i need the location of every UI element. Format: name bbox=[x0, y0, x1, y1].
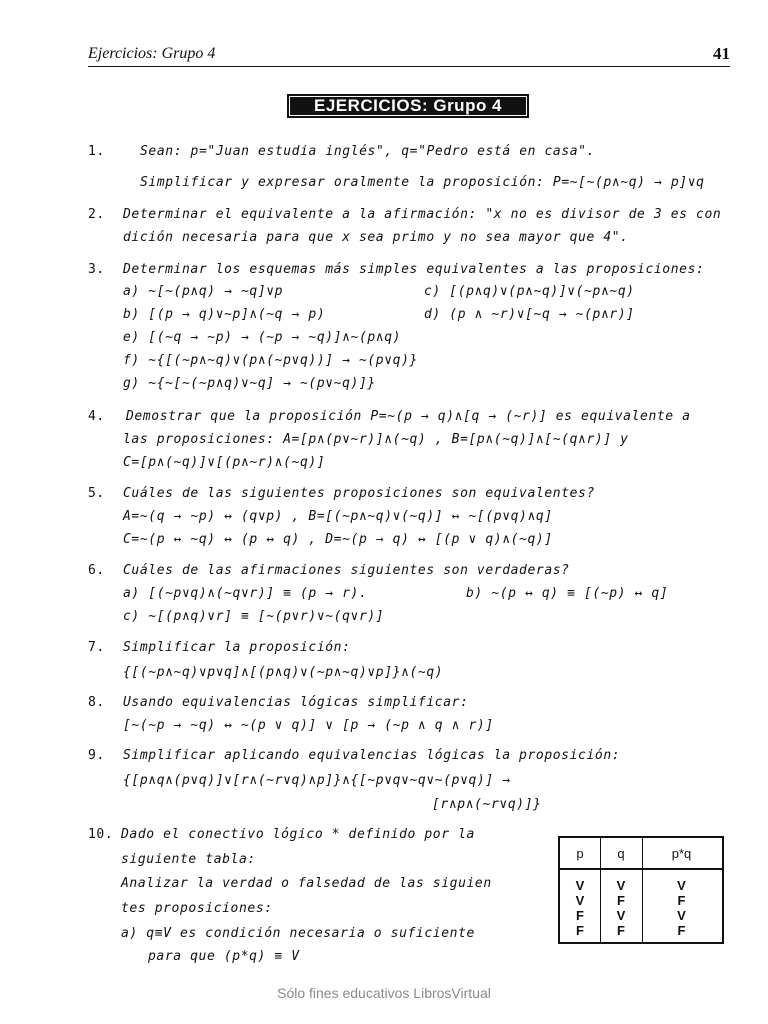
running-head bbox=[88, 44, 730, 67]
exercise-line: siguiente tabla: bbox=[121, 852, 256, 867]
truth-table-column-pq bbox=[642, 838, 721, 942]
exercise-number: 1. bbox=[88, 144, 105, 159]
truth-table-header: p*q bbox=[671, 846, 692, 861]
exercise-line: {[p∧q∧(p∨q)]∨[r∧(~r∨q)∧p]}∧{[~p∨q∨~q∨~(p∨q)] → bbox=[123, 773, 511, 788]
exercise-number: 3. bbox=[88, 262, 105, 277]
exercise-line: Demostrar que la proposición P=~(p → q)∧[q → (~r)] es equivalente a bbox=[126, 409, 691, 424]
exercise-number: 6. bbox=[88, 563, 105, 578]
exercise-line: Simplificar aplicando equivalencias lógicas la proposición: bbox=[123, 748, 621, 763]
exercise-number: 5. bbox=[88, 486, 105, 501]
exercise-line: Determinar el equivalente a la afirmación: "x no es divisor de 3 es con bbox=[123, 207, 722, 222]
truth-table-cell: V bbox=[575, 878, 585, 893]
exercise-line: Analizar la verdad o falsedad de las siguien bbox=[121, 876, 492, 891]
exercise-item-d: d) (p ∧ ~r)∨[~q → ~(p∧r)] bbox=[424, 307, 635, 322]
truth-table-cell: F bbox=[677, 893, 686, 908]
exercise-line: para que (p*q) ≡ V bbox=[148, 949, 300, 964]
truth-table-column-p bbox=[560, 838, 601, 942]
exercise-item-b: b) [(p → q)∨~p]∧(~q → p) bbox=[123, 307, 326, 322]
exercise-item-a: a) [(~p∨q)∧(~q∨r)] ≡ (p → r). bbox=[123, 586, 368, 601]
truth-table-cell: V bbox=[575, 893, 585, 908]
exercise-line: Usando equivalencias lógicas simplificar: bbox=[123, 695, 469, 710]
exercise-number: 8. bbox=[88, 695, 105, 710]
exercise-item-f: f) ~{[(~p∧~q)∨(p∧(~p∨q))] → ~(p∨q)} bbox=[123, 353, 418, 368]
truth-table-cell: F bbox=[617, 923, 625, 938]
exercise-line: Dado el conectivo lógico * definido por la bbox=[121, 827, 475, 842]
exercise-item-c: c) [(p∧q)∨(p∧~q)]∨(~p∧~q) bbox=[424, 284, 635, 299]
truth-table-header: q bbox=[617, 846, 625, 861]
exercise-line: Cuáles de las afirmaciones siguientes son verdaderas? bbox=[123, 563, 570, 578]
exercise-item-g: g) ~{~[~(~p∧q)∨~q] → ~(p∨~q)]} bbox=[123, 376, 376, 391]
truth-table-column-q bbox=[600, 838, 643, 942]
truth-table-cell: V bbox=[616, 908, 626, 923]
truth-table-cell: F bbox=[617, 893, 625, 908]
exercise-number: 9. bbox=[88, 748, 105, 763]
exercise-line: tes proposiciones: bbox=[121, 901, 273, 916]
exercise-line: C=[p∧(~q)]∨[(p∧~r)∧(~q)] bbox=[123, 455, 326, 470]
truth-table-cell: V bbox=[677, 908, 686, 923]
truth-table-header: p bbox=[576, 846, 584, 861]
exercise-item-b: b) ~(p ↔ q) ≡ [(~p) ↔ q] bbox=[466, 586, 669, 601]
exercise-item-e: e) [(~q → ~p) → (~p → ~q)]∧~(p∧q) bbox=[123, 330, 402, 345]
truth-table-cell: V bbox=[616, 878, 626, 893]
running-head-title: Ejercicios: Grupo 4 bbox=[88, 45, 216, 62]
exercise-line: {[(~p∧~q)∨p∨q]∧[(p∧q)∨(~p∧~q)∨p]}∧(~q) bbox=[123, 665, 444, 680]
exercise-item-a: a) q≡V es condición necesaria o suficiente bbox=[121, 926, 475, 941]
truth-table-cell: F bbox=[576, 923, 584, 938]
truth-table-cell: F bbox=[677, 923, 686, 938]
exercise-line: las proposiciones: A=[p∧(p∨~r)]∧(~q) , B=[p∧(~q)]∧[~(q∧r)] y bbox=[123, 432, 629, 447]
page-number: 41 bbox=[713, 44, 730, 63]
truth-table-cell: V bbox=[677, 878, 686, 893]
exercise-number: 7. bbox=[88, 640, 105, 655]
exercise-line: Simplificar la proposición: bbox=[123, 640, 351, 655]
exercise-line: Simplificar y expresar oralmente la proposición: P=~[~(p∧~q) → p]∨q bbox=[140, 175, 705, 190]
exercise-line: Sean: p="Juan estudia inglés", q="Pedro está en casa". bbox=[140, 144, 596, 159]
exercise-line: dición necesaria para que x sea primo y no sea mayor que 4". bbox=[123, 230, 629, 245]
exercise-number: 2. bbox=[88, 207, 105, 222]
truth-table-cell: F bbox=[576, 908, 584, 923]
footer-watermark: Sólo fines educativos LibrosVirtual bbox=[277, 985, 491, 1001]
exercise-line: Determinar los esquemas más simples equivalentes a las proposiciones: bbox=[123, 262, 705, 277]
exercise-item-c: c) ~[(p∧q)∨r] ≡ [~(p∨r)∨~(q∨r)] bbox=[123, 609, 385, 624]
exercise-line: C=~(p ↔ ~q) ↔ (p ↔ q) , D=~(p → q) ↔ [(p ∨ q)∧(~q)] bbox=[123, 532, 553, 547]
truth-table bbox=[558, 836, 724, 944]
exercise-number: 4. bbox=[88, 409, 105, 424]
section-banner: EJERCICIOS: Grupo 4 bbox=[287, 94, 529, 118]
exercise-line: [~(~p → ~q) ↔ ~(p ∨ q)] ∨ [p → (~p ∧ q ∧ r)] bbox=[123, 718, 494, 733]
exercise-number: 10. bbox=[88, 827, 114, 842]
exercise-line: [r∧p∧(~r∨q)]} bbox=[432, 797, 542, 812]
exercise-line: Cuáles de las siguientes proposiciones son equivalentes? bbox=[123, 486, 595, 501]
exercise-line: A=~(q → ~p) ↔ (q∨p) , B=[(~p∧~q)∨(~q)] ↔ ~[(p∨q)∧q] bbox=[123, 509, 553, 524]
exercise-item-a: a) ~[~(p∧q) → ~q]∨p bbox=[123, 284, 284, 299]
